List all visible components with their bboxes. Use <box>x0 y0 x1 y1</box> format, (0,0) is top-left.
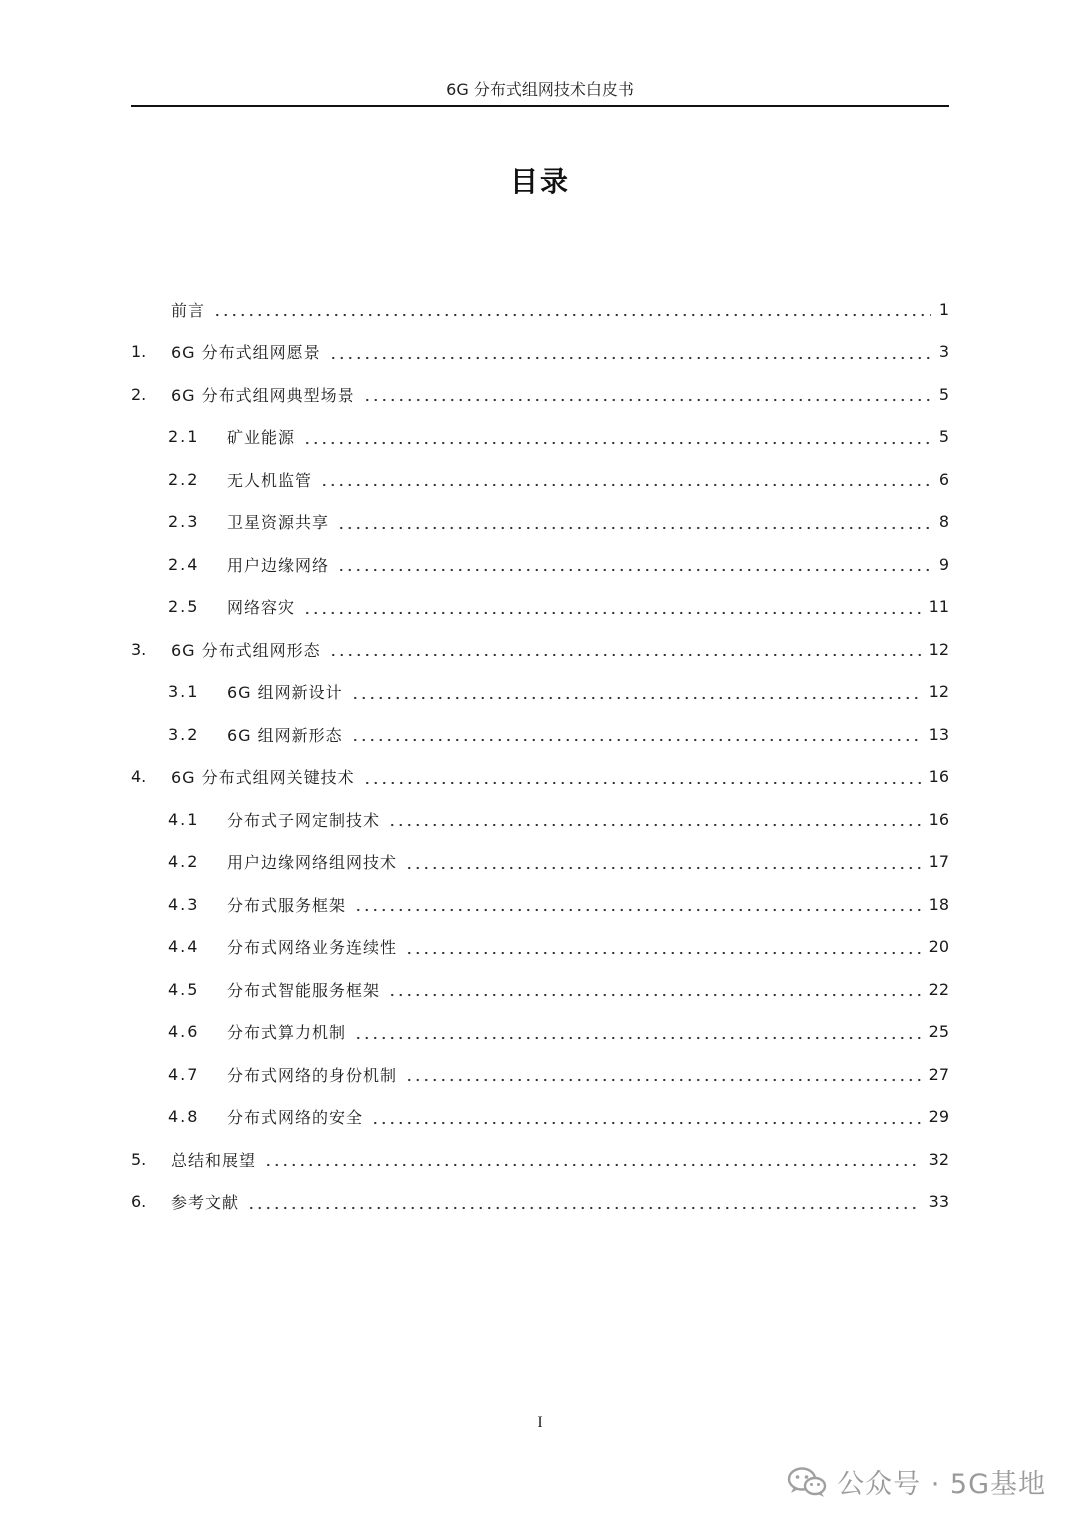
toc-entry-title: 无人机监管 <box>227 470 313 490</box>
toc-entry-number: 2.2 <box>168 469 200 489</box>
toc-entry-page: 12 <box>928 682 949 702</box>
toc-entry[interactable] <box>131 458 949 501</box>
toc-entry-page: 33 <box>928 1192 949 1212</box>
toc-leader-dots <box>329 641 921 657</box>
toc-leader-dots <box>303 599 921 615</box>
toc-leader-dots <box>405 854 921 870</box>
toc-entry[interactable] <box>131 501 949 544</box>
toc-entry-number: 4.5 <box>168 979 200 999</box>
wechat-icon <box>787 1466 827 1498</box>
watermark-text: 公众号 · 5G基地 <box>837 1469 1046 1500</box>
toc-leader-dots <box>247 1194 921 1210</box>
toc-entry[interactable] <box>131 1011 949 1054</box>
toc-entry-page: 9 <box>938 554 949 574</box>
toc-entry-page: 20 <box>928 937 949 957</box>
toc-leader-dots <box>371 1109 921 1125</box>
toc-entry-page: 8 <box>938 512 949 532</box>
toc-entry[interactable] <box>131 331 949 374</box>
toc-entry[interactable] <box>131 1181 949 1224</box>
toc-entry-number: 4.4 <box>168 937 200 957</box>
toc-entry[interactable] <box>131 798 949 841</box>
toc-leader-dots <box>405 1066 921 1082</box>
toc-entry[interactable] <box>131 288 949 331</box>
toc-leader-dots <box>337 514 931 530</box>
toc-entry[interactable] <box>131 756 949 799</box>
toc-entry-title: 用户边缘网络 <box>227 555 330 575</box>
toc-entry-number: 5. <box>131 1149 147 1169</box>
toc-entry-page: 29 <box>928 1107 949 1127</box>
toc-entry[interactable] <box>131 841 949 884</box>
toc-entry[interactable] <box>131 968 949 1011</box>
toc-entry-page: 16 <box>928 809 949 829</box>
watermark <box>787 1462 1046 1501</box>
toc-entry-number: 4.6 <box>168 1022 200 1042</box>
toc-entry-title: 分布式网络的安全 <box>227 1108 364 1128</box>
toc-entry[interactable] <box>131 1138 949 1181</box>
toc-entry-title: 用户边缘网络组网技术 <box>227 853 398 873</box>
toc-entry-number: 2. <box>131 384 147 404</box>
toc-entry-title: 6G 分布式组网形态 <box>171 640 321 660</box>
toc-entry-page: 17 <box>928 852 949 872</box>
toc-entry[interactable] <box>131 586 949 629</box>
toc-entry-number: 4.2 <box>168 852 200 872</box>
toc-entry-number: 4.3 <box>168 894 200 914</box>
toc-leader-dots <box>405 939 921 955</box>
toc-entry-number: 2.1 <box>168 427 200 447</box>
toc-leader-dots <box>329 344 931 360</box>
toc-entry-title: 分布式服务框架 <box>227 895 347 915</box>
toc-entry[interactable] <box>131 883 949 926</box>
toc-entry-title: 6G 组网新设计 <box>227 683 343 703</box>
toc-entry-number: 6. <box>131 1192 147 1212</box>
page-header: 6G 分布式组网技术白皮书 <box>446 80 634 99</box>
toc-entry-page: 13 <box>928 724 949 744</box>
toc-leader-dots <box>213 301 931 317</box>
toc-entry-title: 卫星资源共享 <box>227 513 330 533</box>
toc-entry-number: 4.8 <box>168 1107 200 1127</box>
toc-entry-page: 27 <box>928 1064 949 1084</box>
toc-entry[interactable] <box>131 713 949 756</box>
toc-entry-title: 分布式网络业务连续性 <box>227 938 398 958</box>
toc-entry-number: 4. <box>131 767 147 787</box>
toc-entry-page: 32 <box>928 1149 949 1169</box>
toc-entry-title: 前言 <box>171 300 206 320</box>
toc-entry-title: 分布式算力机制 <box>227 1023 347 1043</box>
header-divider <box>131 105 949 107</box>
toc-entry-number: 3.2 <box>168 724 200 744</box>
toc-entry-page: 16 <box>928 767 949 787</box>
toc-entry[interactable] <box>131 628 949 671</box>
toc-entry-page: 12 <box>928 639 949 659</box>
toc-entry-page: 3 <box>938 342 949 362</box>
toc-entry-number: 4.7 <box>168 1064 200 1084</box>
toc-leader-dots <box>320 471 931 487</box>
toc-entry-number: 2.5 <box>168 597 200 617</box>
toc-entry[interactable] <box>131 1053 949 1096</box>
toc-entry-page: 18 <box>928 894 949 914</box>
toc-leader-dots <box>363 769 921 785</box>
toc-entry-title: 参考文献 <box>171 1193 240 1213</box>
toc-entry-page: 11 <box>928 597 949 617</box>
toc-leader-dots <box>388 811 921 827</box>
toc-entry-page: 1 <box>938 299 949 319</box>
toc-entry[interactable] <box>131 543 949 586</box>
toc-entry-title: 矿业能源 <box>227 428 296 448</box>
toc-entry-title: 网络容灾 <box>227 598 296 618</box>
toc-leader-dots <box>264 1151 921 1167</box>
toc-entry-page: 25 <box>928 1022 949 1042</box>
toc-entry[interactable] <box>131 416 949 459</box>
toc-entry-number: 3.1 <box>168 682 200 702</box>
toc-entry-title: 6G 分布式组网愿景 <box>171 343 321 363</box>
toc-entry-number: 1. <box>131 342 147 362</box>
toc-entry[interactable] <box>131 1096 949 1139</box>
toc-entry-number: 4.1 <box>168 809 200 829</box>
page-number: I <box>537 1414 543 1431</box>
toc-entry-page: 22 <box>928 979 949 999</box>
toc-entry-title: 分布式子网定制技术 <box>227 810 381 830</box>
toc-entry-title: 6G 分布式组网关键技术 <box>171 768 355 788</box>
toc-entry-title: 总结和展望 <box>171 1150 257 1170</box>
toc-entry-title: 分布式网络的身份机制 <box>227 1065 398 1085</box>
toc-title: 目录 <box>509 165 570 198</box>
toc-entry-page: 6 <box>938 469 949 489</box>
toc-entry[interactable] <box>131 373 949 416</box>
toc-leader-dots <box>354 1024 921 1040</box>
toc-entry-number: 3. <box>131 639 147 659</box>
toc-leader-dots <box>354 896 921 912</box>
toc-leader-dots <box>303 429 931 445</box>
table-of-contents <box>131 288 949 1223</box>
toc-entry-title: 6G 组网新形态 <box>227 725 343 745</box>
toc-entry[interactable] <box>131 671 949 714</box>
toc-entry-number: 2.3 <box>168 512 200 532</box>
toc-entry-page: 5 <box>938 427 949 447</box>
toc-leader-dots <box>351 726 921 742</box>
toc-leader-dots <box>337 556 931 572</box>
toc-entry-title: 分布式智能服务框架 <box>227 980 381 1000</box>
toc-entry-title: 6G 分布式组网典型场景 <box>171 385 355 405</box>
toc-entry-number: 2.4 <box>168 554 200 574</box>
toc-entry[interactable] <box>131 926 949 969</box>
toc-leader-dots <box>388 981 921 997</box>
toc-entry-page: 5 <box>938 384 949 404</box>
toc-leader-dots <box>363 386 931 402</box>
toc-leader-dots <box>351 684 921 700</box>
